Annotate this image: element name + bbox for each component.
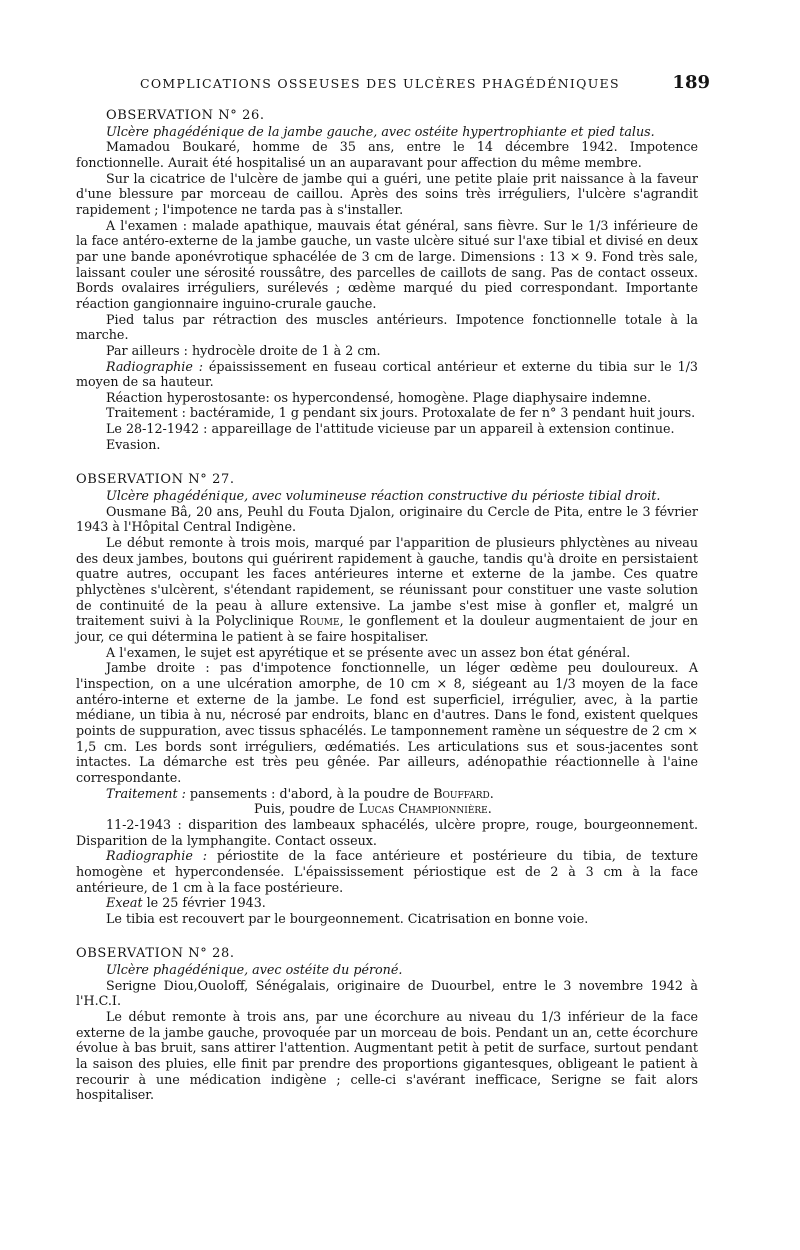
observation-27 [76,472,698,926]
paragraph-text: épaississement en fuseau cortical antérieur et externe du tibia sur le 1/3 moyen de sa hauteur. [76,358,698,390]
paragraph: Sur la cicatrice de l'ulcère de jambe qui a guéri, une petite plaie prit naissance à la faveur d'une blessure par morceau de caillou. Après des soins très irréguliers, l'ulcère s'agrandit rapidement ; l'impotence ne tarda pas à s'installer. [76,170,698,217]
observation-heading: OBSERVATION N° 26. [106,108,265,123]
paragraph [76,801,698,817]
paragraph-text: pansements : d'abord, à la poudre de [185,785,434,801]
paragraph [76,786,698,802]
paragraph-text: Le début remonte à trois mois, marqué par l'apparition de plusieurs phlyctènes au niveau des deux jambes, boutons qui guérirent rapidement à gauche, tandis qu'à droite en persistaient quatre autres, occupant les faces antérieures interne et externe de la jambe. Ces quatre phlyctènes s'ulcèrent, s'étendant rapidement, se réunissant pour constituer une vaste solution de continuité de la peau à allure extensive. La jambe s'est mise à gonfler et, malgré un traitement suivi à la Polyclinique [76,535,698,629]
paragraph: A l'examen : malade apathique, mauvais état général, sans fièvre. Sur le 1/3 inférieure de la face antéro-externe de la jambe gauche, un vaste ulcère situé sur l'axe tibial et divisé en deux par une bande aponévrotique sphacélée de 3 cm de large. Dimensions : 13 × 9. Fond très sale, laissant couler une sérosité roussâtre, des parcelles de caillots de sang. Pas de contact osseux. Bords ovalaires irréguliers, surélevés ; œdème marqué du pied correspondant. Importante réaction gangionnaire inguino-crurale gauche. [76,217,698,311]
paragraph: Serigne Diou,Ouoloff, Sénégalais, originaire de Duourbel, entre le 3 novembre 1942 à l'H.C.I. [76,977,698,1009]
paragraph-text: . [489,785,494,801]
paragraph: Traitement : bactéramide, 1 g pendant six jours. Protoxalate de fer n° 3 pendant huit jours. [106,405,696,421]
paragraph-text: périostite de la face antérieure et postérieure du tibia, de texture homogène et hypercondensée. L'épaississement périostique est de 2 à 3 cm à la face antérieure, de 1 cm à la face postérieure. [76,848,698,895]
page-number: 189 [672,72,710,93]
paragraph [76,535,698,645]
paragraph: Réaction hyperostosante: os hypercondensé, homogène. Plage diaphysaire indemne. [106,389,652,405]
paragraph: Le 28-12-1942 : appareillage de l'attitude vicieuse par un appareil à extension continue. [106,421,675,437]
paragraph: A l'examen, le sujet est apyrétique et se présente avec un assez bon état général. [106,644,631,660]
observation-subtitle: Ulcère phagédénique, avec ostéite du péroné. [106,962,403,978]
observation-heading: OBSERVATION N° 27. [76,472,235,488]
section-label: Traitement : [106,785,186,801]
paragraph: Ousmane Bâ, 20 ans, Peuhl du Fouta Djalon, originaire du Cercle de Pita, entre le 3 février 1943 à l'Hôpital Central Indigène. [76,503,698,535]
observation-heading: OBSERVATION N° 28. [76,946,235,962]
paragraph: Mamadou Boukaré, homme de 35 ans, entre le 14 décembre 1942. Impotence fonctionnelle. Aurait été hospitalisé un an auparavant pour affection du même membre. [76,139,698,170]
paragraph [76,359,698,390]
paragraph-text: Puis, poudre de [254,801,359,817]
paragraph: Le début remonte à trois ans, par une écorchure au niveau du 1/3 inférieur de la face externe de la jambe gauche, provoquée par un morceau de bois. Pendant un an, cette écorchure évolue à bas bruit, sans attirer l'attention. Augmentant petit à petit de surface, surtout pendant la saison des pluies, elle finit par prendre des proportions gigantesques, obligeant le patient à recourir à une médication indigène ; celle-ci s'avérant inefficace, Serigne se fait alors hospitaliser. [76,1009,698,1103]
paragraph: 11-2-1943 : disparition des lambeaux sphacélés, ulcère propre, rouge, bourgeonnement. Disparition de la lymphangite. Contact osseux. [76,816,698,848]
running-title: COMPLICATIONS OSSEUSES DES ULCÈRES PHAGÉDÉNIQUES [140,76,620,91]
page-body [76,108,698,1103]
paragraph: Le tibia est recouvert par le bourgeonnement. Cicatrisation en bonne voie. [106,910,589,926]
section-label: Radiographie : [106,848,208,864]
page-header [140,72,710,93]
observation-28 [76,946,698,1103]
paragraph: Par ailleurs : hydrocèle droite de 1 à 2 cm. [106,342,381,358]
observation-26 [76,108,698,452]
paragraph: Pied talus par rétraction des muscles antérieurs. Impotence fonctionnelle totale à la marche. [76,311,698,343]
paragraph-text: , le gonflement et la douleur augmentaient de jour en jour, ce qui détermina le patient à se faire hospitaliser. [76,613,699,644]
paragraph [76,848,698,895]
paragraph-text: le 25 février 1943. [142,895,266,911]
section-label: Radiographie : [106,358,203,374]
proper-name: Roume [299,613,340,629]
paragraph: Jambe droite : pas d'impotence fonctionnelle, un léger œdème peu douloureux. A l'inspection, on a une ulcération amorphe, de 10 cm × 8, siégeant au 1/3 moyen de la face antéro-interne et externe de la jambe. Le fond est superficiel, irrégulier, avec, à la partie médiane, un tibia à nu, nécrosé par endroits, blanc en d'autres. Dans le fond, existent quelques points de suppuration, avec tissus sphacélés. Le tamponnement ramène un séquestre de 2 cm × 1,5 cm. Les bords sont irréguliers, œdématiés. Les articulations sus et sous-jacentes sont intactes. La démarche est très peu gênée. Par ailleurs, adénopathie réactionnelle à l'aine correspondante. [76,660,698,785]
paragraph [76,895,698,911]
observation-subtitle: Ulcère phagédénique de la jambe gauche, avec ostéite hypertrophiante et pied talus. [106,123,655,139]
paragraph: Evasion. [106,436,161,452]
section-label: Exeat [106,895,143,911]
observation-subtitle: Ulcère phagédénique, avec volumineuse réaction constructive du périoste tibial droit. [106,488,661,504]
proper-name: Bouffard [433,785,490,801]
paragraph-text: . [487,801,492,817]
proper-name: Lucas Championnière [358,801,488,817]
